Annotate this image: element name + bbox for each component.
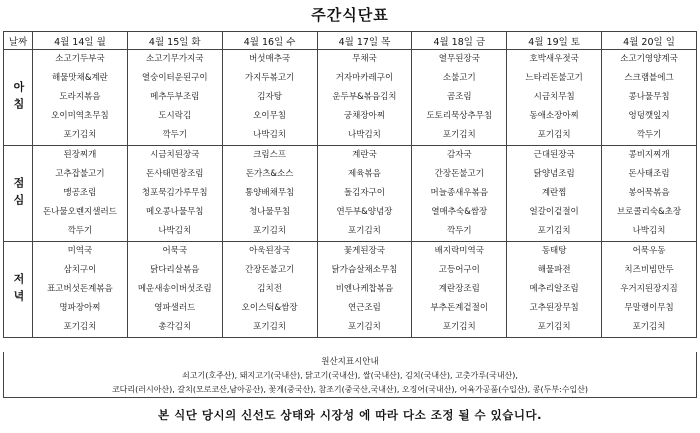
menu-item: 느타리돈불고기	[525, 73, 583, 83]
menu-item: 포기김치	[632, 322, 666, 332]
menu-item: 해물맛채&계란	[51, 73, 108, 83]
origin-line: 쇠고기(호주산), 돼지고기(국내산), 닭고기(국내산), 쌀(국내산), 김치(국내산), 고춧가루(국내산),	[182, 371, 518, 380]
menu-item: 오이스틱&쌈장	[241, 303, 298, 313]
menu-item: 버섯매추국	[249, 54, 291, 64]
weekly-menu-table	[3, 31, 697, 338]
day-header: 4월 20일 일	[602, 32, 697, 50]
menu-item: 돈나물오렌지샐러드	[42, 207, 117, 217]
menu-item: 계란찜	[541, 188, 567, 198]
menu-cell	[317, 50, 412, 146]
menu-cell	[602, 242, 697, 338]
menu-item: 간장돈불고기	[434, 169, 484, 179]
menu-item: 나박김치	[158, 226, 192, 236]
menu-item: 감자국	[446, 150, 472, 160]
meal-row	[4, 242, 697, 338]
menu-cell	[222, 242, 317, 338]
menu-item: 김치전	[257, 284, 282, 294]
menu-item: 근대된장국	[533, 150, 575, 160]
menu-item: 닭가슴살채소무침	[331, 265, 398, 275]
day-header: 4월 14일 월	[33, 32, 128, 50]
menu-item: 청포묵김가루무침	[141, 188, 208, 198]
menu-item: 가지두볶고기	[244, 73, 295, 83]
menu-item: 돈가츠&소스	[245, 169, 294, 179]
origin-notice	[3, 352, 697, 398]
menu-item: 나박김치	[632, 226, 666, 236]
menu-item: 어묵국	[162, 246, 188, 256]
menu-item: 포기김치	[253, 226, 287, 236]
menu-cell	[33, 146, 128, 242]
menu-item: 소불고기	[442, 73, 476, 83]
menu-item: 총각김치	[158, 322, 192, 332]
origin-title: 원산지표시안내	[321, 357, 379, 367]
menu-item: 어묵우동	[632, 246, 666, 256]
menu-item: 고추잡불고기	[55, 169, 105, 179]
menu-item: 크림스프	[253, 150, 287, 160]
menu-item: 된장찌개	[63, 150, 97, 160]
menu-cell	[507, 50, 602, 146]
menu-item: 포기김치	[253, 322, 287, 332]
menu-cell	[317, 242, 412, 338]
day-header: 4월 17일 목	[317, 32, 412, 50]
menu-item: 머늘종새우볶음	[430, 188, 489, 198]
menu-cell	[127, 242, 222, 338]
menu-item: 아욱된장국	[249, 246, 291, 256]
menu-item: 고추된장무침	[529, 303, 579, 313]
menu-item: 배지락미역국	[434, 246, 484, 256]
menu-cell	[602, 50, 697, 146]
menu-cell	[412, 146, 507, 242]
menu-cell	[222, 50, 317, 146]
menu-cell	[602, 146, 697, 242]
menu-item: 통양배채무침	[244, 188, 295, 198]
menu-item: 깍두기	[636, 130, 662, 140]
menu-item: 고등어구이	[438, 265, 480, 275]
menu-item: 청나물무침	[249, 207, 291, 217]
menu-item: 소고기무가지국	[146, 54, 204, 64]
menu-item: 닭양념조림	[533, 169, 575, 179]
menu-item: 표고버섯돈계볶음	[47, 284, 113, 294]
menu-item: 오이무침	[253, 111, 287, 121]
menu-item: 부추돈계겉절이	[430, 303, 489, 313]
menu-item: 도라지볶음	[59, 92, 101, 102]
menu-item: 포기김치	[348, 322, 381, 332]
menu-item: 돈사태면장조림	[146, 169, 204, 179]
menu-body	[4, 50, 697, 338]
menu-item: 엉덩깻잎지	[628, 111, 670, 121]
menu-cell	[33, 50, 128, 146]
menu-item: 궁채장아찌	[343, 111, 385, 121]
menu-item: 포기김치	[442, 322, 476, 332]
meal-row	[4, 50, 697, 146]
menu-item: 무채국	[352, 54, 377, 64]
menu-item: 치즈비빔만두	[624, 265, 674, 275]
menu-item: 소고기두부국	[55, 54, 105, 64]
menu-item: 포기김치	[442, 130, 476, 140]
menu-item: 동애소장아찌	[529, 111, 579, 121]
menu-item: 열무된장국	[438, 54, 480, 64]
meal-label: 아침	[4, 50, 33, 146]
meal-label: 점심	[4, 146, 33, 242]
menu-item: 스크램블에그	[624, 73, 674, 83]
menu-item: 호박새우젓국	[529, 54, 579, 64]
meal-label: 저녁	[4, 242, 33, 338]
menu-item: 도토리묵상추무침	[426, 111, 493, 121]
menu-cell	[127, 50, 222, 146]
menu-item: 포기김치	[537, 322, 571, 332]
menu-item: 포기김치	[537, 226, 571, 236]
menu-cell	[222, 146, 317, 242]
menu-item: 깍두기	[162, 130, 188, 140]
menu-cell	[33, 242, 128, 338]
menu-item: 콩비지찌개	[628, 150, 670, 160]
menu-item: 콩나물무침	[628, 92, 670, 102]
menu-item: 맹공조림	[63, 188, 97, 198]
menu-item: 동태탕	[541, 246, 567, 256]
day-header: 4월 18일 금	[412, 32, 507, 50]
menu-item: 곰조림	[446, 92, 472, 102]
menu-item: 열숭이터운된구이	[141, 73, 208, 83]
menu-item: 메추리알조림	[529, 284, 579, 294]
menu-item: 명파장아찌	[59, 303, 101, 313]
menu-item: 연근조림	[348, 303, 381, 313]
menu-cell	[412, 242, 507, 338]
menu-item: 닭다리살볶음	[150, 265, 200, 275]
menu-item: 깍두기	[446, 226, 472, 236]
menu-item: 연두부&양념장	[336, 207, 393, 217]
menu-item: 간장돈불고기	[244, 265, 295, 275]
menu-cell	[317, 146, 412, 242]
menu-item: 열매추숙&쌈장	[431, 207, 488, 217]
menu-item: 계란국	[352, 150, 377, 160]
menu-item: 김자탕	[257, 92, 282, 102]
menu-item: 포기김치	[63, 322, 97, 332]
header-row	[4, 32, 697, 50]
menu-item: 나박김치	[253, 130, 287, 140]
menu-cell	[412, 50, 507, 146]
menu-item: 나박김치	[348, 130, 381, 140]
menu-item: 제육볶음	[348, 169, 381, 179]
adjustment-notice: 본 식단 당시의 신선도 상태와 시장성 에 따라 다소 조정 될 수 있습니다.	[158, 408, 542, 422]
menu-cell	[507, 242, 602, 338]
menu-item: 비엔나케찹볶음	[335, 284, 394, 294]
menu-item: 계란장조림	[438, 284, 480, 294]
day-header: 4월 15일 화	[127, 32, 222, 50]
menu-item: 영파샐러드	[154, 303, 196, 313]
menu-item: 돈사태조림	[628, 169, 670, 179]
menu-item: 해물파전	[537, 265, 571, 275]
menu-item: 브로콜리숙&초장	[616, 207, 682, 217]
menu-item: 깍두기	[67, 226, 93, 236]
menu-item: 메운새송이버섯조림	[137, 284, 212, 294]
menu-item: 메추두부조림	[150, 92, 200, 102]
menu-item: 거자마카레구이	[335, 73, 394, 83]
menu-item: 시금치무침	[533, 92, 575, 102]
day-header: 4월 16일 수	[222, 32, 317, 50]
menu-item: 꽃게된장국	[343, 246, 385, 256]
menu-item: 돌김자구이	[343, 188, 385, 198]
menu-item: 무말랭이무침	[624, 303, 674, 313]
menu-item: 우거지된장지짐	[620, 284, 678, 294]
menu-item: 얼갈이겉절이	[529, 207, 579, 217]
page-title: 주간식단표	[311, 6, 389, 24]
menu-item: 소고기영양계국	[620, 54, 678, 64]
origin-line: 코다리(러시아산), 갈치(모로코산,남아공산), 꽃게(중국산), 참조기(중국산,국내산), 오징어(국내산), 어육가공품(수입산), 콩(두부:수입산)	[111, 385, 589, 394]
day-header: 4월 19일 토	[507, 32, 602, 50]
menu-item: 포기김치	[63, 130, 97, 140]
menu-item: 도시락김	[158, 111, 192, 121]
menu-item: 포기김치	[348, 226, 381, 236]
menu-item: 봉어묵볶음	[628, 188, 670, 198]
menu-cell	[127, 146, 222, 242]
menu-cell	[507, 146, 602, 242]
menu-item: 포기김치	[537, 130, 571, 140]
menu-item: 메오콩나물무침	[146, 207, 204, 217]
menu-item: 미역국	[67, 246, 93, 256]
menu-item: 삼치구이	[63, 265, 97, 275]
menu-item: 오이미역초무침	[51, 111, 109, 121]
menu-item: 시금치된장국	[150, 150, 200, 160]
menu-item: 운두부&볶음김치	[332, 92, 397, 102]
meal-row	[4, 146, 697, 242]
date-corner-header: 날짜	[4, 32, 33, 50]
